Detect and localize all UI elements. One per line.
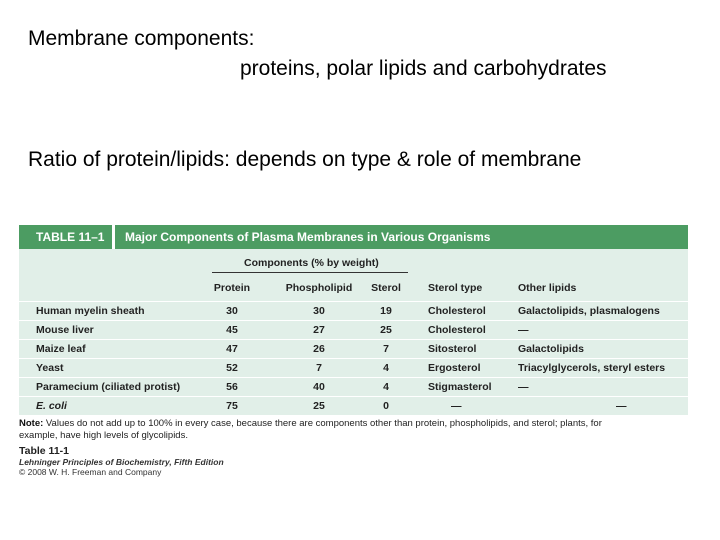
heading-line-3: Ratio of protein/lipids: depends on type & role of membrane bbox=[28, 148, 582, 171]
table-row bbox=[19, 321, 688, 340]
heading-line-2: proteins, polar lipids and carbohydrates bbox=[240, 57, 607, 80]
cell-protein: 52 bbox=[226, 362, 238, 374]
column-header-row bbox=[19, 275, 688, 302]
cell-sterol-type: — bbox=[451, 400, 462, 412]
col-header-protein: Protein bbox=[213, 282, 251, 294]
cell-phospholipid: 25 bbox=[313, 400, 325, 412]
col-header-phospholipid: Phospholipid bbox=[285, 282, 353, 294]
col-header-other-lipids: Other lipids bbox=[518, 282, 577, 294]
table-body bbox=[19, 249, 688, 416]
source-table-label: Table 11-1 bbox=[19, 445, 69, 457]
cell-protein: 56 bbox=[226, 381, 238, 393]
table-number: TABLE 11–1 bbox=[36, 230, 105, 244]
table-row bbox=[19, 397, 688, 416]
table-note bbox=[19, 416, 688, 442]
cell-sterol: 25 bbox=[380, 324, 392, 336]
cell-other-lipids: Triacylglycerols, steryl esters bbox=[518, 362, 666, 374]
table-figure bbox=[19, 225, 688, 477]
cell-phospholipid: 27 bbox=[313, 324, 325, 336]
col-header-sterol: Sterol bbox=[371, 282, 401, 294]
source-copyright: © 2008 W. H. Freeman and Company bbox=[19, 467, 162, 477]
cell-phospholipid: 26 bbox=[313, 343, 325, 355]
cell-sterol: 7 bbox=[383, 343, 389, 355]
source-book: Lehninger Principles of Biochemistry, Fifth Edition bbox=[19, 457, 224, 467]
cell-organism: Mouse liver bbox=[36, 324, 94, 336]
heading-line-1: Membrane components: bbox=[28, 27, 255, 50]
table-row bbox=[19, 378, 688, 397]
note-text-2: example, have high levels of glycolipids. bbox=[19, 430, 188, 441]
cell-sterol-type: Ergosterol bbox=[428, 362, 481, 374]
cell-other-lipids: — bbox=[616, 400, 627, 412]
cell-sterol: 0 bbox=[383, 400, 389, 412]
cell-phospholipid: 7 bbox=[316, 362, 322, 374]
cell-protein: 75 bbox=[226, 400, 238, 412]
note-text-1: Values do not add up to 100% in every case, because there are components other than protein, phospholipids, and sterol; plants, for bbox=[45, 418, 602, 429]
group-header-label: Components (% by weight) bbox=[244, 257, 379, 269]
cell-other-lipids: — bbox=[518, 324, 529, 336]
table-row bbox=[19, 340, 688, 359]
cell-protein: 45 bbox=[226, 324, 238, 336]
cell-organism: Paramecium (ciliated protist) bbox=[36, 381, 181, 393]
cell-protein: 47 bbox=[226, 343, 238, 355]
cell-sterol: 19 bbox=[380, 305, 392, 317]
cell-organism: Yeast bbox=[36, 362, 64, 374]
cell-sterol: 4 bbox=[383, 381, 389, 393]
cell-other-lipids: Galactolipids, plasmalogens bbox=[518, 305, 660, 317]
group-header-row bbox=[19, 249, 688, 275]
cell-protein: 30 bbox=[226, 305, 238, 317]
table-title-bar bbox=[19, 225, 688, 249]
cell-organism: E. coli bbox=[36, 400, 67, 412]
cell-other-lipids: Galactolipids bbox=[518, 343, 584, 355]
cell-sterol-type: Sitosterol bbox=[428, 343, 477, 355]
cell-organism: Human myelin sheath bbox=[36, 305, 145, 317]
col-header-sterol-type: Sterol type bbox=[428, 282, 483, 294]
table-row bbox=[19, 302, 688, 321]
cell-phospholipid: 40 bbox=[313, 381, 325, 393]
table-caption: Major Components of Plasma Membranes in Various Organisms bbox=[125, 230, 491, 244]
cell-phospholipid: 30 bbox=[313, 305, 325, 317]
cell-sterol-type: Stigmasterol bbox=[428, 381, 492, 393]
note-label: Note: bbox=[19, 418, 44, 429]
cell-sterol: 4 bbox=[383, 362, 389, 374]
cell-sterol-type: Cholesterol bbox=[428, 324, 486, 336]
cell-sterol-type: Cholesterol bbox=[428, 305, 486, 317]
cell-other-lipids: — bbox=[518, 381, 529, 393]
cell-organism: Maize leaf bbox=[36, 343, 86, 355]
table-row bbox=[19, 359, 688, 378]
group-header-rule bbox=[212, 272, 408, 273]
